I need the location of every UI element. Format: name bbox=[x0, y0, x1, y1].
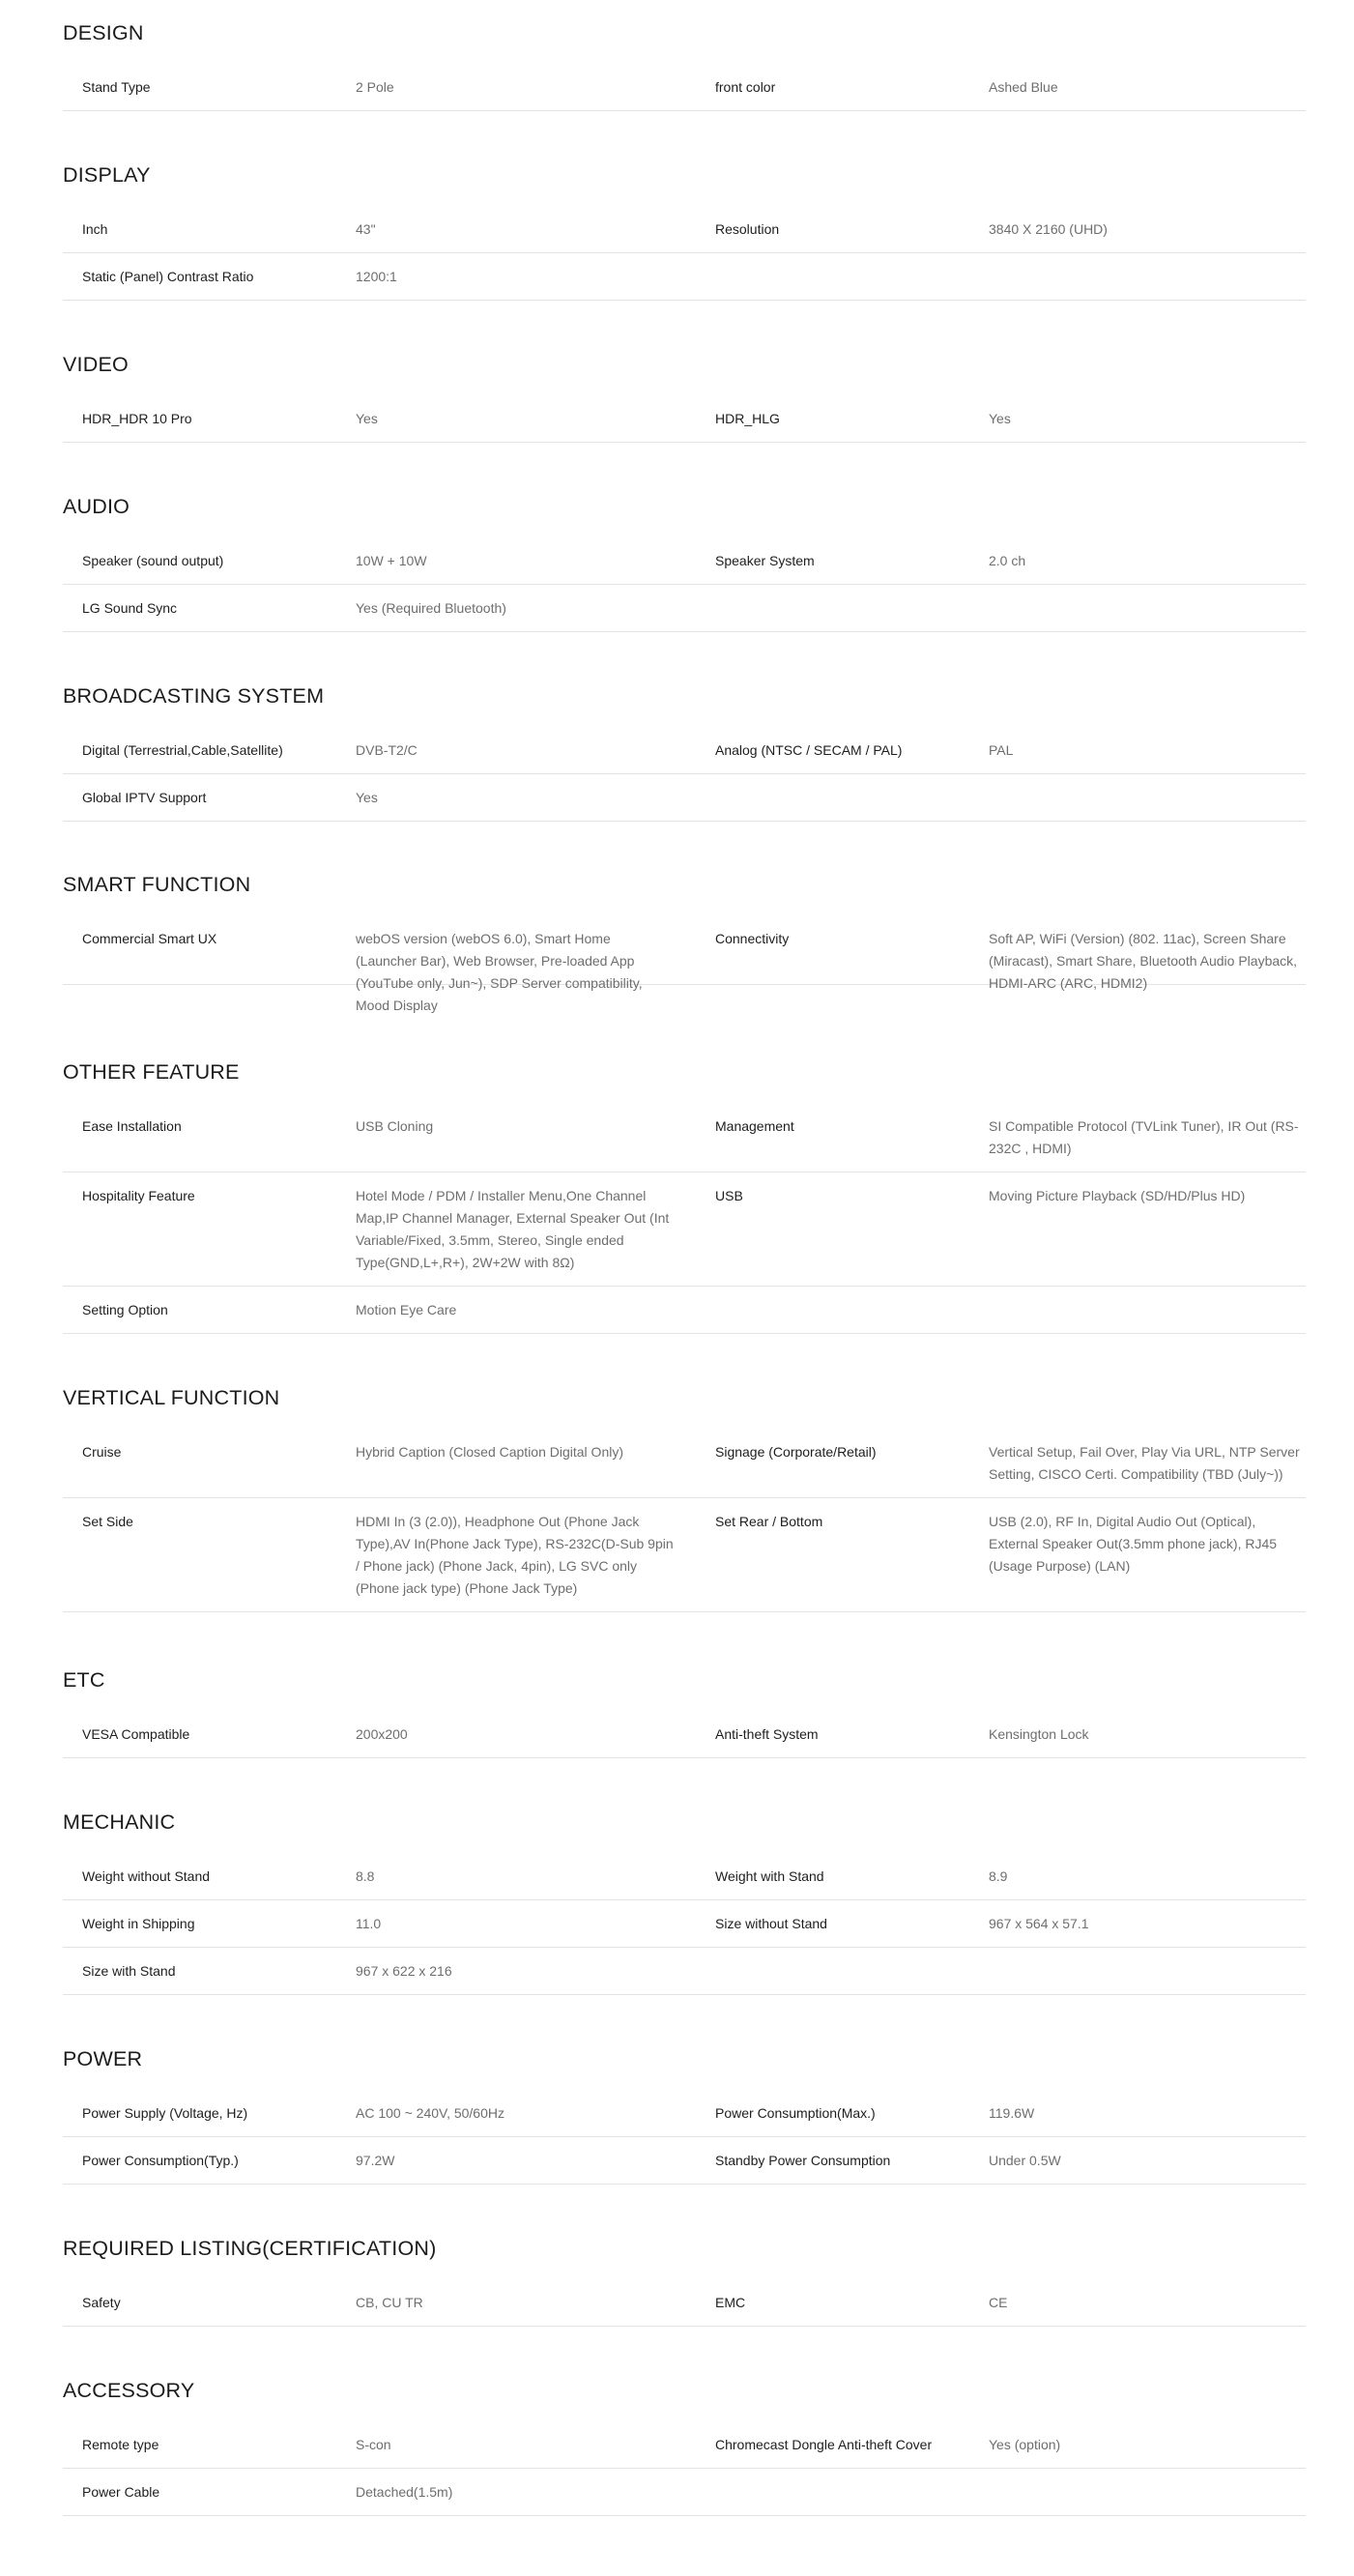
spec-value: 200x200 bbox=[356, 1726, 408, 1742]
spec-row bbox=[63, 1498, 1306, 1612]
spec-label: Set Side bbox=[82, 1514, 133, 1529]
spec-label: front color bbox=[715, 79, 776, 95]
spec-label: Signage (Corporate/Retail) bbox=[715, 1444, 877, 1460]
spec-label: Speaker System bbox=[715, 553, 815, 568]
spec-value: Kensington Lock bbox=[989, 1726, 1089, 1742]
section-title: POWER bbox=[63, 2047, 143, 2070]
spec-value: 97.2W bbox=[356, 2153, 395, 2168]
spec-value: AC 100 ~ 240V, 50/60Hz bbox=[356, 2105, 504, 2121]
section-title: DISPLAY bbox=[63, 163, 151, 187]
spec-row bbox=[63, 1287, 1306, 1334]
spec-value: 967 x 564 x 57.1 bbox=[989, 1916, 1089, 1931]
spec-value: 8.9 bbox=[989, 1868, 1008, 1884]
spec-value: 3840 X 2160 (UHD) bbox=[989, 221, 1108, 237]
spec-label: Resolution bbox=[715, 221, 780, 237]
section-title: AUDIO bbox=[63, 495, 130, 518]
section-title: SMART FUNCTION bbox=[63, 873, 251, 896]
spec-value: Under 0.5W bbox=[989, 2153, 1061, 2168]
spec-label: Inch bbox=[82, 221, 108, 237]
spec-label: Cruise bbox=[82, 1444, 122, 1460]
spec-label: Analog (NTSC / SECAM / PAL) bbox=[715, 742, 903, 758]
spec-value: Motion Eye Care bbox=[356, 1302, 457, 1317]
spec-label: Commercial Smart UX bbox=[82, 931, 217, 946]
spec-label: LG Sound Sync bbox=[82, 600, 178, 616]
section-title: REQUIRED LISTING(CERTIFICATION) bbox=[63, 2237, 437, 2260]
spec-label: USB bbox=[715, 1188, 743, 1203]
spec-row bbox=[63, 1900, 1306, 1948]
spec-row bbox=[63, 915, 1306, 1013]
spec-value: USB (2.0), RF In, Digital Audio Out (Optical), External Speaker Out(3.5mm phone jack), RJ45 (Usage Purpose) (LAN) bbox=[989, 1514, 1278, 1574]
spec-value: Yes bbox=[989, 411, 1011, 426]
spec-label: Speaker (sound output) bbox=[82, 553, 224, 568]
spec-label: Hospitality Feature bbox=[82, 1188, 195, 1203]
spec-label: Power Supply (Voltage, Hz) bbox=[82, 2105, 248, 2121]
spec-value: Vertical Setup, Fail Over, Play Via URL, NTP Server Setting, CISCO Certi. Compatibility (TBD (July~)) bbox=[989, 1444, 1300, 1482]
spec-label: Set Rear / Bottom bbox=[715, 1514, 823, 1529]
spec-value: S-con bbox=[356, 2437, 391, 2452]
spec-value: SI Compatible Protocol (TVLink Tuner), IR Out (RS-232C , HDMI) bbox=[989, 1118, 1299, 1156]
spec-value: 10W + 10W bbox=[356, 553, 427, 568]
spec-value: CB, CU TR bbox=[356, 2295, 423, 2310]
spec-label: HDR_HLG bbox=[715, 411, 780, 426]
spec-value: Hotel Mode / PDM / Installer Menu,One Channel Map,IP Channel Manager, External Speaker Out (Int Variable/Fixed, 3.5mm, Stereo, Single ended Type(GND,L+,R+), 2W+2W with 8Ω) bbox=[356, 1188, 670, 1270]
spec-value: CE bbox=[989, 2295, 1008, 2310]
spec-row bbox=[63, 206, 1306, 253]
section-title: VERTICAL FUNCTION bbox=[63, 1386, 280, 1409]
spec-label: Power Consumption(Typ.) bbox=[82, 2153, 239, 2168]
spec-label: Setting Option bbox=[82, 1302, 168, 1317]
spec-value: 119.6W bbox=[989, 2105, 1035, 2121]
spec-row bbox=[63, 774, 1306, 822]
spec-value: USB Cloning bbox=[356, 1118, 434, 1134]
spec-value: 2 Pole bbox=[356, 79, 394, 95]
spec-label: Static (Panel) Contrast Ratio bbox=[82, 269, 254, 284]
spec-label: Size with Stand bbox=[82, 1963, 176, 1979]
spec-label: Global IPTV Support bbox=[82, 790, 207, 805]
spec-row bbox=[63, 727, 1306, 774]
section-title: OTHER FEATURE bbox=[63, 1060, 240, 1084]
spec-label: Remote type bbox=[82, 2437, 159, 2452]
spec-label: Power Consumption(Max.) bbox=[715, 2105, 876, 2121]
spec-row bbox=[63, 2421, 1306, 2469]
spec-row bbox=[63, 253, 1306, 301]
spec-row bbox=[63, 585, 1306, 632]
spec-value: Yes (option) bbox=[989, 2437, 1061, 2452]
spec-value: Soft AP, WiFi (Version) (802. 11ac), Screen Share (Miracast), Smart Share, Bluetooth Audio Playback, HDMI-ARC (ARC, HDMI2) bbox=[989, 931, 1298, 991]
spec-label: Power Cable bbox=[82, 2484, 160, 2500]
spec-value: Moving Picture Playback (SD/HD/Plus HD) bbox=[989, 1188, 1246, 1203]
spec-row bbox=[63, 1711, 1306, 1758]
spec-value: Hybrid Caption (Closed Caption Digital Only) bbox=[356, 1444, 624, 1460]
spec-row bbox=[63, 1853, 1306, 1900]
spec-value: webOS version (webOS 6.0), Smart Home (Launcher Bar), Web Browser, Pre-loaded App (YouTube only, Jun~), SDP Server compatibility, Mood Display bbox=[356, 931, 643, 1013]
spec-row bbox=[63, 1172, 1306, 1287]
spec-row bbox=[63, 2279, 1306, 2327]
spec-row bbox=[63, 537, 1306, 585]
section-title: ACCESSORY bbox=[63, 2379, 195, 2402]
spec-label: Safety bbox=[82, 2295, 121, 2310]
spec-value: Yes bbox=[356, 411, 378, 426]
spec-label: Stand Type bbox=[82, 79, 151, 95]
section-title: DESIGN bbox=[63, 21, 144, 44]
spec-value: 967 x 622 x 216 bbox=[356, 1963, 452, 1979]
spec-label: Chromecast Dongle Anti-theft Cover bbox=[715, 2437, 933, 2452]
spec-label: Ease Installation bbox=[82, 1118, 182, 1134]
spec-label: EMC bbox=[715, 2295, 746, 2310]
spec-row bbox=[63, 2469, 1306, 2516]
spec-value: Ashed Blue bbox=[989, 79, 1058, 95]
spec-value: HDMI In (3 (2.0)), Headphone Out (Phone Jack Type),AV In(Phone Jack Type), RS-232C(D-Sub 9pin / Phone jack) (Phone Jack, 4pin), LG SVC only (Phone jack type) (Phone Jack Type) bbox=[356, 1514, 674, 1596]
spec-label: Weight in Shipping bbox=[82, 1916, 195, 1931]
section-title: MECHANIC bbox=[63, 1810, 176, 1834]
spec-value: 11.0 bbox=[356, 1916, 382, 1931]
spec-value: Yes (Required Bluetooth) bbox=[356, 600, 506, 616]
spec-label: Weight without Stand bbox=[82, 1868, 211, 1884]
spec-label: Management bbox=[715, 1118, 794, 1134]
spec-label: Connectivity bbox=[715, 931, 790, 946]
spec-label: Digital (Terrestrial,Cable,Satellite) bbox=[82, 742, 283, 758]
spec-label: HDR_HDR 10 Pro bbox=[82, 411, 192, 426]
spec-row bbox=[63, 395, 1306, 443]
spec-label: Anti-theft System bbox=[715, 1726, 819, 1742]
spec-label: VESA Compatible bbox=[82, 1726, 190, 1742]
spec-value: 8.8 bbox=[356, 1868, 375, 1884]
spec-label: Size without Stand bbox=[715, 1916, 827, 1931]
spec-row bbox=[63, 2090, 1306, 2137]
spec-value: Yes bbox=[356, 790, 378, 805]
spec-row bbox=[63, 1103, 1306, 1172]
spec-row bbox=[63, 1948, 1306, 1995]
section-title: ETC bbox=[63, 1668, 105, 1692]
spec-label: Standby Power Consumption bbox=[715, 2153, 891, 2168]
spec-value: Detached(1.5m) bbox=[356, 2484, 453, 2500]
spec-value: DVB-T2/C bbox=[356, 742, 418, 758]
spec-value: PAL bbox=[989, 742, 1014, 758]
spec-label: Weight with Stand bbox=[715, 1868, 824, 1884]
spec-value: 1200:1 bbox=[356, 269, 397, 284]
section-title: BROADCASTING SYSTEM bbox=[63, 684, 325, 708]
spec-row bbox=[63, 1429, 1306, 1498]
spec-row bbox=[63, 64, 1306, 111]
spec-row bbox=[63, 2137, 1306, 2185]
section-title: VIDEO bbox=[63, 353, 129, 376]
spec-value: 43" bbox=[356, 221, 376, 237]
spec-value: 2.0 ch bbox=[989, 553, 1026, 568]
